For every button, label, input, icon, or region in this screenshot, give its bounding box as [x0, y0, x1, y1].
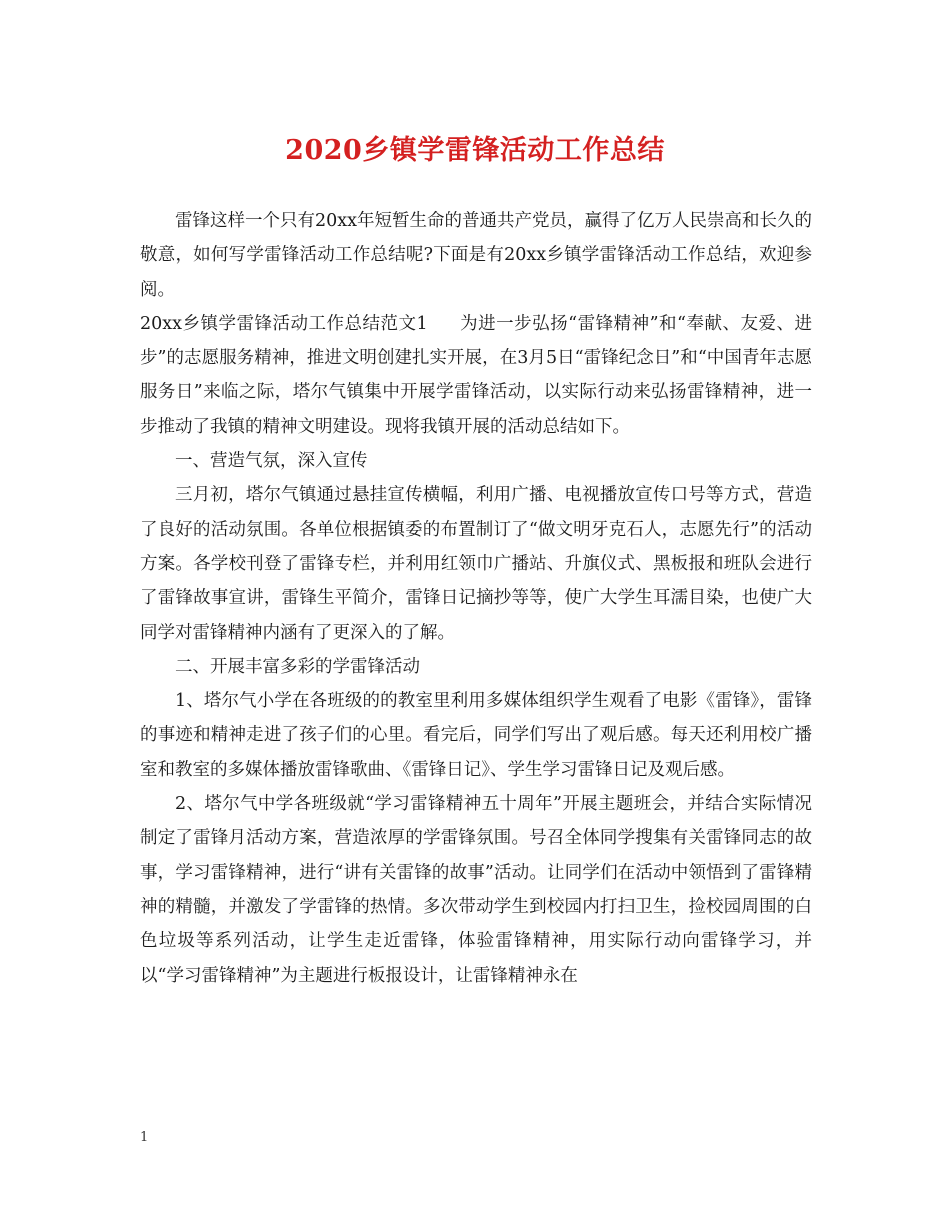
- body-paragraph: 三月初，塔尔气镇通过悬挂宣传横幅，利用广播、电视播放宣传口号等方式，营造了良好的活动氛围。各单位根据镇委的布置制订了“做文明牙克石人，志愿先行”的活动方案。各学校刊登了雷锋专栏，并利用红领巾广播站、升旗仪式、黑板报和班队会进行了雷锋故事宣讲，雷锋生平简介，雷锋日记摘抄等等，使广大学生耳濡目染，也使广大同学对雷锋精神内涵有了更深入的了解。: [140, 485, 812, 643]
- heading-two: 二、开展丰富多彩的学雷锋活动: [175, 656, 420, 677]
- heading-one: 一、营造气氛，深入宣传: [175, 451, 368, 472]
- document-title: 2020乡镇学雷锋活动工作总结: [285, 135, 665, 166]
- page-number: 1: [140, 1130, 149, 1145]
- section-heading: 20xx乡镇学雷锋活动工作总结范文1: [140, 313, 428, 334]
- section-intro-text: 为进一步弘扬“雷锋精神”和“奉献、友爱、进步”的志愿服务精神，推进文明创建扎实开展，在3月5日“雷锋纪念日”和“中国青年志愿服务日”来临之际，塔尔气镇集中开展学雷锋活动，以实际行动来弘扬雷锋精神，进一步推动了我镇的精神文明建设。现将我镇开展的活动总结如下。: [140, 313, 813, 437]
- body-paragraph: 1、塔尔气小学在各班级的的教室里利用多媒体组织学生观看了电影《雷锋》，雷锋的事迹和精神走进了孩子们的心里。看完后，同学们写出了观后感。每天还利用校广播室和教室的多媒体播放雷锋歌曲、《雷锋日记》、学生学习雷锋日记及观后感。: [140, 691, 812, 780]
- intro-paragraph: 雷锋这样一个只有20xx年短暂生命的普通共产党员，赢得了亿万人民崇高和长久的敬意，如何写学雷锋活动工作总结呢?下面是有20xx乡镇学雷锋活动工作总结，欢迎参阅。: [140, 211, 813, 300]
- section-paragraph: [140, 307, 812, 444]
- document-body: [140, 204, 812, 993]
- body-paragraph: 2、塔尔气中学各班级就“学习雷锋精神五十周年”开展主题班会，并结合实际情况制定了雷锋月活动方案，营造浓厚的学雷锋氛围。号召全体同学搜集有关雷锋同志的故事，学习雷锋精神，进行“讲有关雷锋的故事”活动。让同学们在活动中领悟到了雷锋精神的精髓，并激发了学雷锋的热情。多次带动学生到校园内打扫卫生，捡校园周围的白色垃圾等系列活动，让学生走近雷锋，体验雷锋精神，用实际行动向雷锋学习，并以“学习雷锋精神”为主题进行板报设计，让雷锋精神永在: [140, 794, 812, 986]
